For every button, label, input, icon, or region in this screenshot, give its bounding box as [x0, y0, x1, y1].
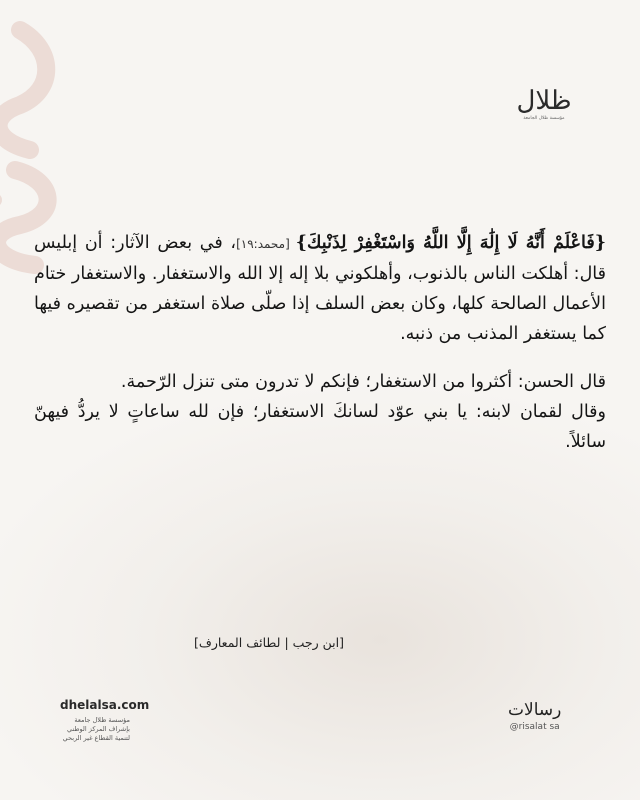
risalat-handle[interactable]: @risalat sa [509, 722, 560, 732]
paragraph-1 [34, 228, 606, 349]
dhelal-logo-tagline: مؤسسة ظلال الجامعة [523, 116, 565, 121]
verse-comma: ، [230, 233, 237, 253]
dhelal-logo-mark: ظلال [516, 86, 572, 116]
organization-description [60, 716, 130, 743]
paragraph-1-text: في بعض الآثار: أن إبليس قال: أهلكت الناس بالذنوب، وأهلكوني بلا إله إلا الله والاستغفار. والاستغفار ختام الأعمال الصالحة كلها، وكان بعض السلف إذا صلّى صلاة استغفر من تقصيره فيها كما يستغفر المذنب من ذنبه. [34, 233, 606, 344]
org-line-2: بإشراف المركز الوطني [66, 725, 130, 733]
risalat-logo-mark: رسالات [508, 700, 562, 720]
risalat-logo [508, 700, 561, 732]
org-line-3: لتنمية القطاع غير الربحي [62, 734, 130, 742]
paragraph-2-text: قال الحسن: أكثروا من الاستغفار؛ فإنكم لا تدرون متى تنزل الرّحمة. [120, 372, 606, 392]
paragraph-2 [34, 367, 606, 457]
main-text [34, 228, 606, 457]
quran-verse: {فَاعْلَمْ أَنَّهُ لَا إِلَٰهَ إِلَّا اللَّهُ وَاسْتَغْفِرْ لِذَنْبِكَ} [295, 233, 606, 253]
footer-organization [60, 698, 149, 743]
website-link[interactable]: dhelalsa.com [60, 698, 150, 712]
org-line-1: مؤسسة ظلال جامعة [74, 716, 130, 724]
verse-reference: [محمد:١٩] [236, 237, 290, 251]
dhelal-logo [508, 88, 580, 121]
source-citation: [ابن رجب | لطائف المعارف] [194, 635, 344, 650]
paragraph-3-text: وقال لقمان لابنه: يا بني عوّد لسانكَ الاستغفار؛ فإن لله ساعاتٍ لا يردُّ فيهنّ سائلاً. [34, 402, 606, 452]
